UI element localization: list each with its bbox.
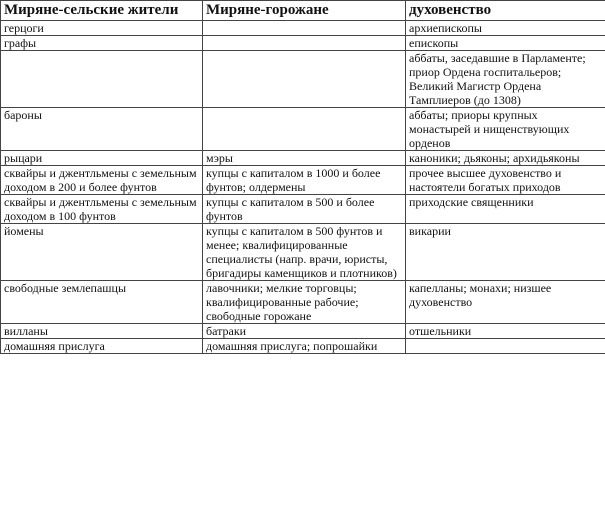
cell-rural: герцоги (1, 21, 203, 36)
table-row (1, 195, 605, 224)
cell-rural: вилланы (1, 324, 203, 339)
cell-urban: купцы с капиталом в 500 и более фунтов (203, 195, 406, 224)
table-row (1, 324, 605, 339)
cell-clergy: архиепископы (406, 21, 605, 36)
cell-rural: сквайры и джентльмены с земельным доходом в 200 и более фунтов (1, 166, 203, 195)
header-clergy: духовенство (406, 1, 605, 21)
table-row (1, 281, 605, 324)
table-row (1, 224, 605, 281)
table-row (1, 339, 605, 354)
cell-clergy: отшельники (406, 324, 605, 339)
cell-urban (203, 36, 406, 51)
cell-rural: графы (1, 36, 203, 51)
cell-urban: купцы с капиталом в 1000 и более фунтов; олдермены (203, 166, 406, 195)
table-row (1, 108, 605, 151)
cell-clergy: аббаты; приоры крупных монастырей и нищенствующих орденов (406, 108, 605, 151)
cell-rural: рыцари (1, 151, 203, 166)
table-row (1, 166, 605, 195)
cell-clergy: каноники; дьяконы; архидьяконы (406, 151, 605, 166)
cell-clergy (406, 339, 605, 354)
cell-clergy: приходские священники (406, 195, 605, 224)
table-row (1, 21, 605, 36)
cell-rural (1, 51, 203, 108)
cell-urban: батраки (203, 324, 406, 339)
cell-rural: сквайры и джентльмены с земельным доходом в 100 фунтов (1, 195, 203, 224)
cell-urban (203, 21, 406, 36)
cell-clergy: епископы (406, 36, 605, 51)
cell-clergy: капелланы; монахи; низшее духовенство (406, 281, 605, 324)
cell-urban (203, 108, 406, 151)
table-row (1, 151, 605, 166)
header-rural-laity: Миряне-сельские жители (1, 1, 203, 21)
cell-urban: купцы с капиталом в 500 фунтов и менее; квалифицированные специалисты (напр. врачи, юристы, бригадиры каменщиков и плотников) (203, 224, 406, 281)
cell-rural: йомены (1, 224, 203, 281)
cell-urban: мэры (203, 151, 406, 166)
cell-clergy: викарии (406, 224, 605, 281)
cell-urban (203, 51, 406, 108)
cell-urban: лавочники; мелкие торговцы; квалифицированные рабочие; свободные горожане (203, 281, 406, 324)
table-row (1, 36, 605, 51)
cell-clergy: аббаты, заседавшие в Парламенте; приор Ордена госпитальеров; Великий Магистр Ордена Тамплиеров (до 1308) (406, 51, 605, 108)
cell-clergy: прочее высшее духовенство и настоятели богатых приходов (406, 166, 605, 195)
header-urban-laity: Миряне-горожане (203, 1, 406, 21)
table-row (1, 51, 605, 108)
cell-rural: свободные землепашцы (1, 281, 203, 324)
header-row (1, 1, 605, 21)
cell-rural: домашняя прислуга (1, 339, 203, 354)
cell-urban: домашняя прислуга; попрошайки (203, 339, 406, 354)
cell-rural: бароны (1, 108, 203, 151)
